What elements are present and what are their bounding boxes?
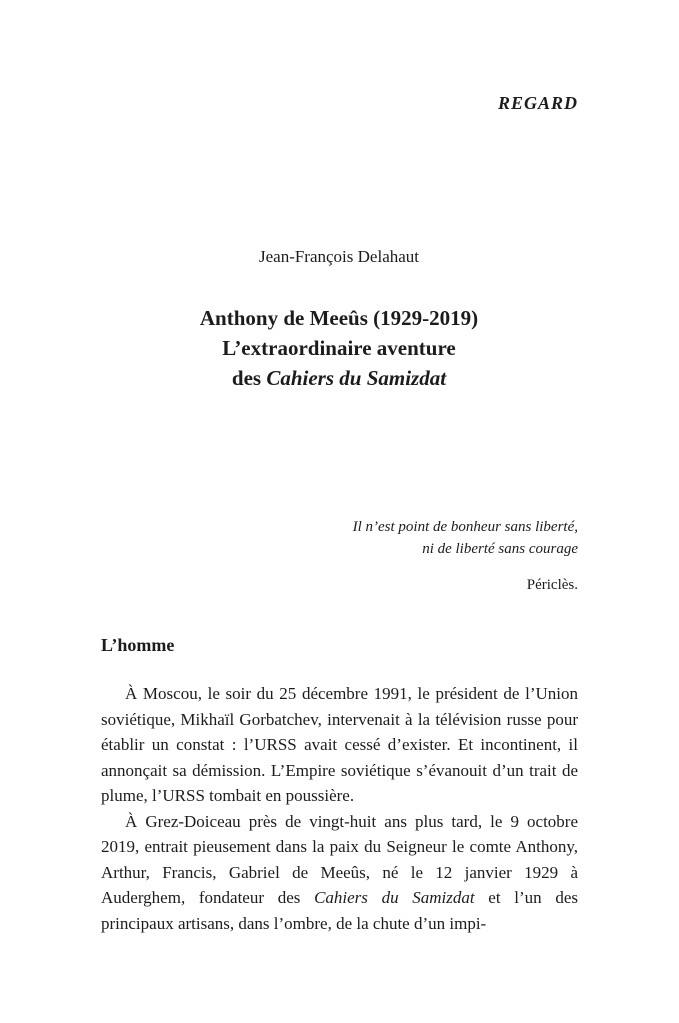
paragraph-1: À Moscou, le soir du 25 décembre 1991, le président de l’Union soviétique, Mikhaïl Gorbatchev, intervenait à la télévision russe pour établir un constat : l’URSS avait cessé d’exister. Et incontinent, il annonçait sa démission. L’Empire soviétique s’évanouit d’un trait de plume, l’URSS tombait en poussière. [101,684,578,805]
paragraph-2-italic: Cahiers du Samizdat [314,888,475,907]
title-line-3-italic: Cahiers du Samizdat [266,366,447,390]
running-head: REGARD [497,93,578,113]
body-text [101,681,578,936]
epigraph-line-1: Il n’est point de bonheur sans liberté, [352,519,578,535]
epigraph-attribution: Périclès. [526,577,578,593]
title-line-3-prefix: des [231,366,267,390]
title-line-1: Anthony de Meeûs (1929-2019) [199,306,479,330]
paragraph-2 [101,809,578,937]
author-name: Jean-François Delahaut [258,247,420,266]
epigraph [100,516,578,560]
section-heading: L’homme [101,635,175,655]
paragraph-2-part-1: À Grez-Doiceau près de vingt-huit ans plus tard, le 9 octobre 2019, entrait pieusement dans la paix du Seigneur le comte Anthony, Arthur, Francis, Gabriel de Meeûs, né le 12 janvier 1929 à Auderghem, fondateur des [101,811,578,907]
epigraph-line-2: ni de liberté sans courage [422,541,578,557]
title-line-2: L’extraordinaire aventure [222,336,456,360]
article-title [80,303,598,393]
paragraph-2-part-2: et l’un des principaux artisans, dans l’ombre, de la chute d’un impi- [101,888,578,933]
